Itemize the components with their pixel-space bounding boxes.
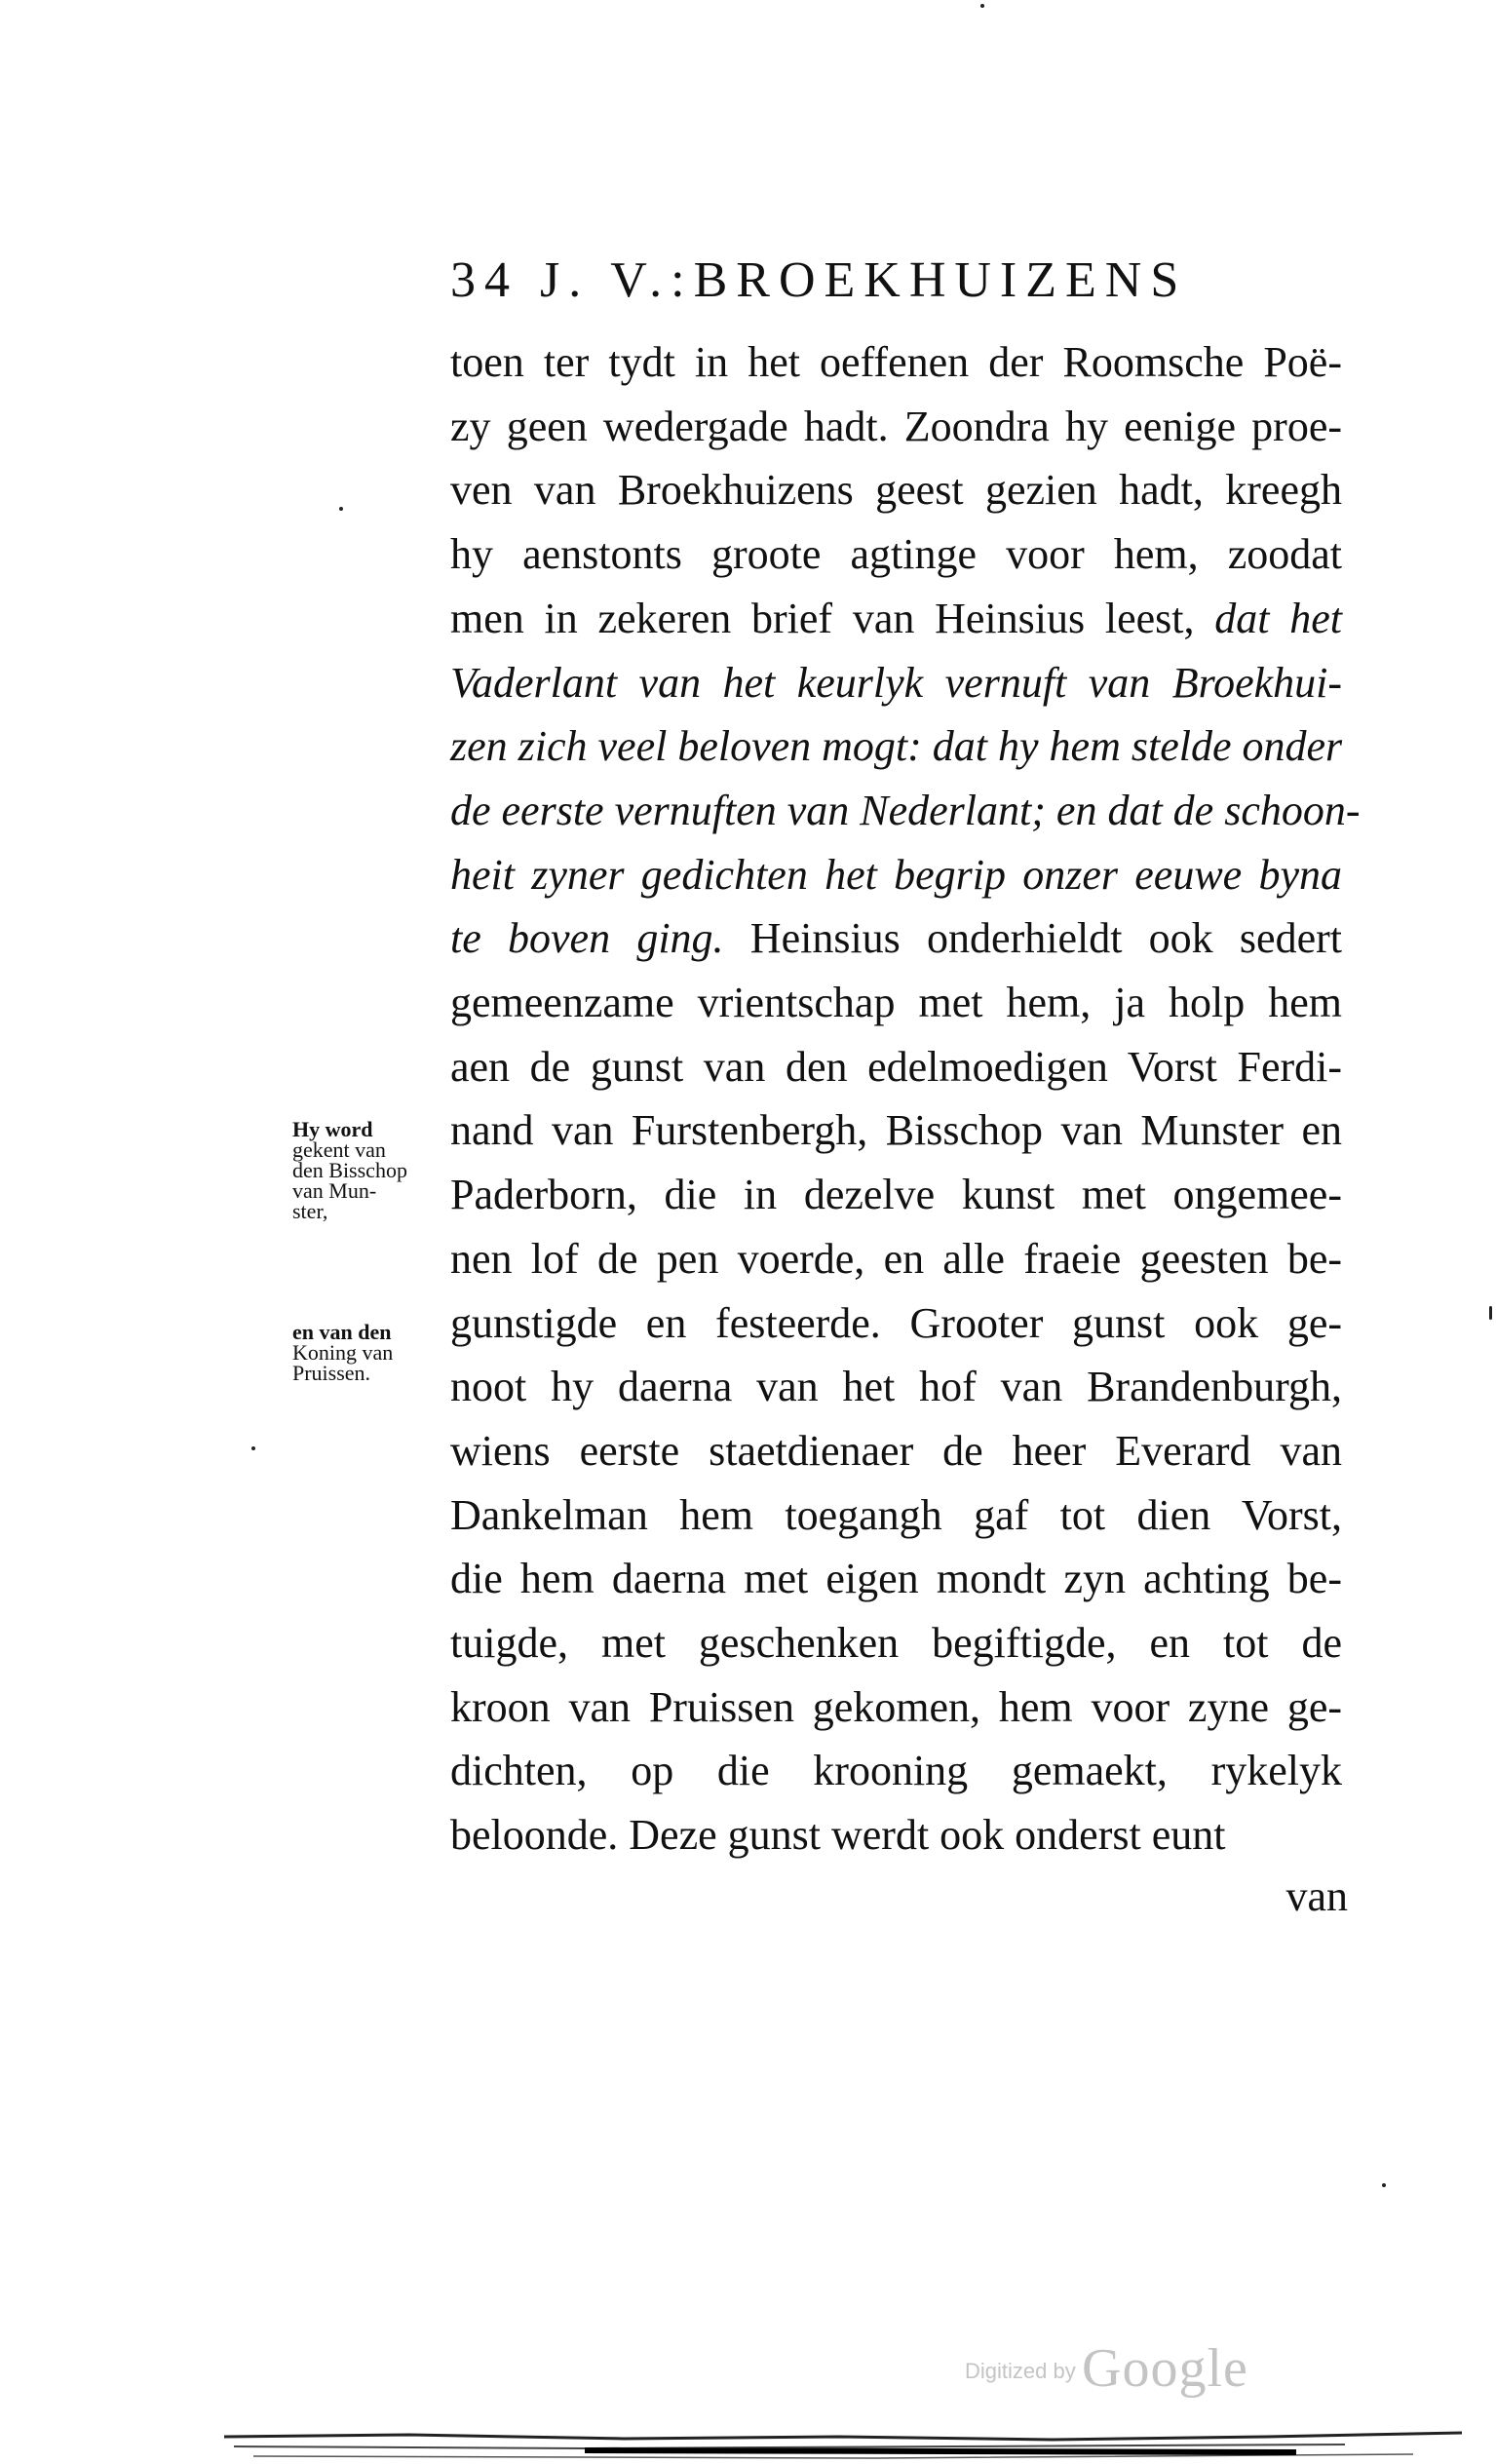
text-line bbox=[450, 1550, 1342, 1608]
margin-note-line: en van den bbox=[292, 1320, 392, 1344]
italic-segment: heit zyner gedichten het begrip onzer eeuwe byna bbox=[450, 850, 1342, 899]
scan-speck bbox=[251, 1446, 255, 1450]
text-line bbox=[450, 1422, 1342, 1481]
text-segment: tuigde, met geschenken begiftigde, en tot de bbox=[450, 1619, 1342, 1667]
margin-note-line: gekent van bbox=[292, 1137, 386, 1162]
text-segment: toen ter tydt in het oeffenen der Roomsche Poë- bbox=[450, 338, 1342, 386]
text-line bbox=[450, 333, 1342, 392]
text-segment: gemeenzame vrientschap met hem, ja holp hem bbox=[450, 979, 1342, 1026]
text-segment: Paderborn, die in dezelve kunst met ongemee- bbox=[450, 1171, 1342, 1219]
italic-segment: te boven ging. bbox=[450, 914, 724, 963]
text-line bbox=[450, 846, 1342, 905]
text-segment: beloonde. Deze gunst werdt ook onderst eunt bbox=[450, 1811, 1226, 1860]
text-line bbox=[450, 1101, 1342, 1160]
text-segment: dichten, op die krooning gemaekt, rykelyk bbox=[450, 1747, 1342, 1795]
text-line bbox=[450, 1678, 1342, 1737]
text-line bbox=[450, 782, 1361, 840]
text-line bbox=[450, 1486, 1342, 1545]
text-line bbox=[450, 461, 1342, 520]
margin-note-king bbox=[292, 1322, 393, 1383]
google-logo: Google bbox=[1082, 2338, 1248, 2399]
margin-note-bishop bbox=[292, 1119, 407, 1221]
text-line bbox=[450, 654, 1342, 712]
margin-note-line: Pruissen. bbox=[292, 1361, 371, 1385]
italic-segment: Vaderlant van het keurlyk vernuft van Broekhui- bbox=[450, 658, 1342, 707]
running-header bbox=[450, 251, 1347, 309]
text-line bbox=[450, 398, 1342, 456]
text-segment: wiens eerste staetdienaer de heer Everard van bbox=[450, 1426, 1342, 1475]
text-segment: die hem daerna met eigen mondt zyn achting be- bbox=[450, 1555, 1342, 1603]
margin-note-line: ster, bbox=[292, 1199, 328, 1223]
text-line bbox=[450, 1230, 1342, 1289]
text-segment: nen lof de pen voerde, en alle fraeie geesten be- bbox=[450, 1234, 1342, 1283]
margin-note-line: van Mun- bbox=[292, 1178, 377, 1203]
text-segment: kroon van Pruissen gekomen, hem voor zyne ge- bbox=[450, 1682, 1342, 1731]
italic-segment: zen zich veel beloven mogt: dat hy hem stelde onder bbox=[450, 722, 1343, 771]
text-line bbox=[450, 974, 1342, 1032]
text-line bbox=[450, 1614, 1342, 1673]
digitized-by-label: Digitized by bbox=[965, 2359, 1076, 2383]
text-segment: nand van Furstenbergh, Bisschop van Munster en bbox=[450, 1106, 1342, 1155]
text-line bbox=[450, 909, 1342, 968]
text-line bbox=[450, 1294, 1342, 1353]
scan-edge-decoration bbox=[0, 2407, 1496, 2464]
catchword: van bbox=[1285, 1872, 1348, 1920]
text-line bbox=[450, 1166, 1342, 1224]
text-line bbox=[450, 1358, 1342, 1416]
text-segment: men in zekeren brief van Heinsius leest, bbox=[450, 594, 1215, 642]
scan-speck bbox=[980, 4, 984, 8]
running-head-title: J. V.:BROEKHUIZENS bbox=[540, 252, 1188, 308]
scan-speck bbox=[1382, 2183, 1386, 2187]
margin-note-line: den Bisschop bbox=[292, 1158, 407, 1182]
scan-speck bbox=[1489, 1306, 1492, 1320]
margin-note-line: Hy word bbox=[292, 1117, 373, 1141]
italic-segment: dat het bbox=[1214, 594, 1342, 642]
text-segment: ven van Broekhuizens geest gezien hadt, kreegh bbox=[450, 466, 1342, 515]
page-number: 34 bbox=[450, 252, 518, 308]
italic-segment: de eerste vernuften van Nederlant; en dat de schoon- bbox=[450, 786, 1361, 834]
text-line bbox=[450, 590, 1342, 648]
text-line bbox=[450, 1742, 1342, 1800]
text-line bbox=[450, 1806, 1342, 1865]
text-segment: noot hy daerna van het hof van Brandenburgh, bbox=[450, 1363, 1342, 1411]
text-line bbox=[450, 525, 1342, 584]
text-segment: Heinsius onderhieldt ook sedert bbox=[723, 914, 1342, 963]
scan-speck bbox=[339, 507, 343, 511]
text-segment: aen de gunst van den edelmoedigen Vorst Ferdi- bbox=[450, 1042, 1342, 1091]
text-segment: hy aenstonts groote agtinge voor hem, zoodat bbox=[450, 530, 1342, 579]
text-line bbox=[450, 1038, 1342, 1097]
text-line bbox=[450, 717, 1342, 776]
text-segment: zy geen wedergade hadt. Zoondra hy eenige proe- bbox=[450, 402, 1342, 450]
margin-note-line: Koning van bbox=[292, 1340, 394, 1365]
text-segment: Dankelman hem toegangh gaf tot dien Vorst, bbox=[450, 1490, 1342, 1539]
text-segment: gunstigde en festeerde. Grooter gunst ook ge- bbox=[450, 1298, 1342, 1347]
